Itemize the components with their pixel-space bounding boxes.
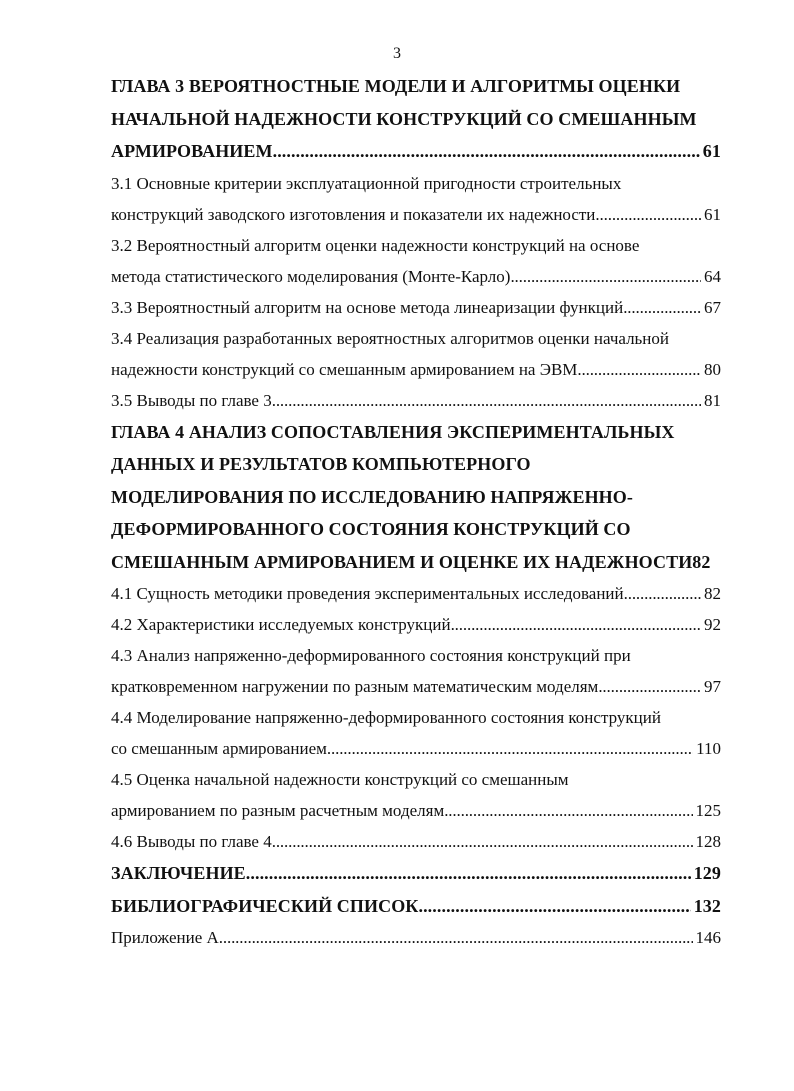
toc-page-number: 129 bbox=[693, 863, 721, 883]
toc-entry-text: ДЕФОРМИРОВАННОГО СОСТОЯНИЯ КОНСТРУКЦИЙ СО bbox=[111, 519, 631, 539]
toc-entry-line bbox=[111, 323, 721, 354]
toc-entry-line bbox=[111, 671, 721, 702]
toc-entry-text: 3.1 Основные критерии эксплуатационной пригодности строительных bbox=[111, 173, 622, 193]
toc-page-number: 61 bbox=[704, 204, 721, 224]
toc-page-number: 64 bbox=[704, 266, 721, 286]
toc-entry-line bbox=[111, 795, 721, 826]
toc-entry-text: 3.4 Реализация разработанных вероятностных алгоритмов оценки начальной bbox=[111, 328, 670, 348]
toc-entry-text: 3.2 Вероятностный алгоритм оценки надежности конструкций на основе bbox=[111, 235, 640, 255]
toc-page-number: 81 bbox=[704, 390, 721, 410]
toc-page-number: 82 bbox=[704, 584, 721, 603]
toc-page-number: 125 bbox=[695, 801, 721, 820]
toc-heading-line bbox=[111, 481, 721, 514]
toc-dot-leader bbox=[595, 199, 701, 230]
toc-dot-leader bbox=[451, 609, 701, 640]
toc-entry-text: СМЕШАННЫМ АРМИРОВАНИЕМ И ОЦЕНКЕ ИХ НАДЕЖНОСТИ82 bbox=[111, 551, 711, 572]
toc-heading-line bbox=[111, 70, 721, 103]
toc-entry-text: Приложение А bbox=[111, 928, 219, 947]
toc-entry-text: метода статистического моделирования (Монте-Карло) bbox=[111, 266, 511, 286]
toc-dot-leader bbox=[219, 922, 693, 953]
toc-entry-text: 3.5 Выводы по главе 3 bbox=[111, 390, 272, 410]
toc-entry-text: ГЛАВА 3 ВЕРОЯТНОСТНЫЕ МОДЕЛИ И АЛГОРИТМЫ ОЦЕНКИ bbox=[111, 76, 681, 96]
toc-entry-line bbox=[111, 168, 721, 199]
toc-page-number: 146 bbox=[695, 928, 721, 947]
toc-page-number: 61 bbox=[702, 141, 721, 161]
toc-page-number: 132 bbox=[693, 895, 721, 916]
toc-entry-text: БИБЛИОГРАФИЧЕСКИЙ СПИСОК bbox=[111, 895, 419, 916]
toc-entry-line bbox=[111, 354, 721, 385]
toc-entry-line bbox=[111, 733, 721, 764]
toc-entry-text: 4.5 Оценка начальной надежности конструкций со смешанным bbox=[111, 770, 569, 789]
toc-entry-line bbox=[111, 578, 721, 609]
toc-entry-line bbox=[111, 826, 721, 857]
toc-entry-text: надежности конструкций со смешанным армированием на ЭВМ bbox=[111, 359, 578, 379]
toc-entry-line bbox=[111, 640, 721, 671]
toc-dot-leader bbox=[272, 826, 693, 857]
toc-dot-leader bbox=[598, 671, 701, 702]
toc-entry-line bbox=[111, 261, 721, 292]
toc-heading-line bbox=[111, 103, 721, 136]
toc-entry-line bbox=[111, 292, 721, 323]
toc-dot-leader bbox=[327, 733, 693, 764]
toc-dot-leader bbox=[246, 857, 691, 890]
toc-heading-line bbox=[111, 857, 721, 890]
toc-entry-line bbox=[111, 385, 721, 416]
toc-entry-text: 4.6 Выводы по главе 4 bbox=[111, 832, 272, 851]
toc-entry-line bbox=[111, 230, 721, 261]
toc-entry-text: 4.2 Характеристики исследуемых конструкций bbox=[111, 615, 451, 634]
toc-heading-line bbox=[111, 448, 721, 481]
toc-entry-line bbox=[111, 199, 721, 230]
toc-entry-text: АРМИРОВАНИЕМ bbox=[111, 141, 273, 161]
toc-entry-text: 4.4 Моделирование напряженно-деформированного состояния конструкций bbox=[111, 708, 661, 727]
toc-dot-leader bbox=[273, 135, 700, 168]
toc-entry-line bbox=[111, 764, 721, 795]
toc-heading-line bbox=[111, 513, 721, 546]
toc-dot-leader bbox=[444, 795, 692, 826]
toc-entry-text: ГЛАВА 4 АНАЛИЗ СОПОСТАВЛЕНИЯ ЭКСПЕРИМЕНТАЛЬНЫХ bbox=[111, 421, 675, 442]
toc-dot-leader bbox=[272, 385, 701, 416]
toc-dot-leader bbox=[624, 578, 701, 609]
toc-heading-line bbox=[111, 546, 721, 579]
toc-entry-text: армированием по разным расчетным моделям bbox=[111, 801, 445, 820]
toc-page-number: 80 bbox=[704, 359, 721, 379]
page-number: 3 bbox=[393, 45, 401, 62]
table-of-contents bbox=[111, 70, 721, 953]
toc-entry-text: со смешанным армированием bbox=[111, 739, 327, 758]
toc-page-number: 110 bbox=[696, 739, 721, 758]
toc-page-number: 92 bbox=[704, 615, 721, 634]
toc-heading-line bbox=[111, 416, 721, 449]
toc-entry-text: конструкций заводского изготовления и показатели их надежности bbox=[111, 204, 596, 224]
toc-dot-leader bbox=[623, 292, 701, 323]
toc-heading-line bbox=[111, 135, 721, 168]
toc-entry-line bbox=[111, 922, 721, 953]
toc-page-number: 128 bbox=[695, 832, 721, 851]
toc-dot-leader bbox=[510, 261, 701, 292]
toc-entry-text: ДАННЫХ И РЕЗУЛЬТАТОВ КОМПЬЮТЕРНОГО bbox=[111, 454, 531, 474]
toc-entry-line bbox=[111, 702, 721, 733]
toc-entry-text: 3.3 Вероятностный алгоритм на основе метода линеаризации функций bbox=[111, 297, 624, 317]
toc-entry-text: 4.1 Сущность методики проведения экспериментальных исследований bbox=[111, 584, 624, 603]
toc-page-number: 97 bbox=[704, 677, 721, 696]
toc-dot-leader bbox=[418, 890, 690, 923]
toc-entry-text: МОДЕЛИРОВАНИЯ ПО ИССЛЕДОВАНИЮ НАПРЯЖЕННО- bbox=[111, 486, 633, 507]
toc-entry-text: НАЧАЛЬНОЙ НАДЕЖНОСТИ КОНСТРУКЦИЙ СО СМЕШАННЫМ bbox=[111, 108, 697, 129]
toc-heading-line bbox=[111, 890, 721, 923]
toc-page-number: 67 bbox=[704, 297, 721, 317]
toc-entry-line bbox=[111, 609, 721, 640]
toc-entry-text: кратковременном нагружении по разным математическим моделям bbox=[111, 677, 599, 696]
toc-entry-text: 4.3 Анализ напряженно-деформированного состояния конструкций при bbox=[111, 646, 631, 665]
toc-dot-leader bbox=[577, 354, 701, 385]
toc-entry-text: ЗАКЛЮЧЕНИЕ bbox=[111, 863, 246, 883]
